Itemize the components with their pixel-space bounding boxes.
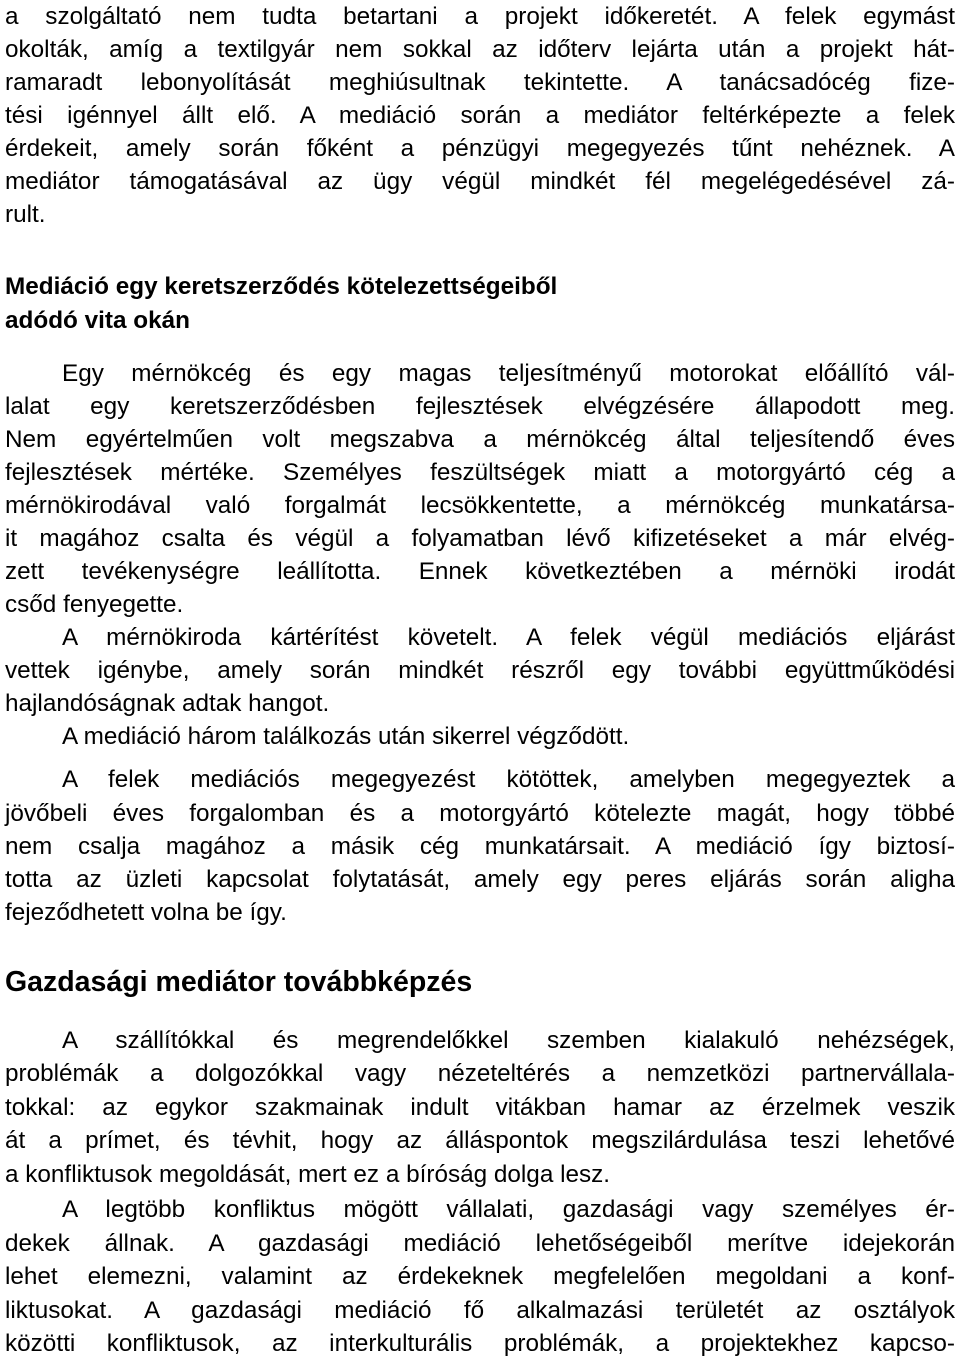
text-line: a konfliktusok megoldását, mert ez a bíróság dolga lesz. xyxy=(5,1161,611,1188)
text-line: totta az üzleti kapcsolat folytatását, amely egy peres eljárás során aligha xyxy=(5,866,955,893)
text-line: it magához csalta és végül a folyamatban lévő kifizetéseket a már elvég- xyxy=(5,525,955,552)
text-line: dekek állnak. A gazdasági mediáció lehetőségeiből merítve idejekorán xyxy=(5,1230,955,1257)
text-line: A mediáció három találkozás után sikerrel végződött. xyxy=(62,723,630,750)
text-line: tokkal: az egykor szakmainak indult vitákban hamar az érzelmek veszik xyxy=(5,1094,955,1121)
text-line: át a prímet, és tévhit, hogy az álláspontok megszilárdulása teszi lehetővé xyxy=(5,1127,955,1154)
text-line: csőd fenyegette. xyxy=(5,591,184,618)
text-line: rult. xyxy=(5,201,46,228)
text-line: hajlandóságnak adtak hangot. xyxy=(5,690,330,717)
text-line: Egy mérnökcég és egy magas teljesítményű motorokat előállító vál- xyxy=(62,360,955,387)
text-line: problémák a dolgozókkal vagy nézeteltérés a nemzetközi partnervállala- xyxy=(5,1060,955,1087)
text-line: okolták, amíg a textilgyár nem sokkal az időterv lejárta után a projekt hát- xyxy=(5,36,955,63)
text-line: A mérnökiroda kártérítést követelt. A felek végül mediációs eljárást xyxy=(62,624,955,651)
text-line: közötti konfliktusok, az interkulturális problémák, a projektekhez kapcso- xyxy=(5,1330,955,1357)
text-line: mérnökirodával való forgalmát lecsökkentette, a mérnökcég munkatársa- xyxy=(5,492,955,519)
text-line: nem csalja magához a másik cég munkatársait. A mediáció így biztosí- xyxy=(5,833,955,860)
text-line: a szolgáltató nem tudta betartani a projekt időkeretét. A felek egymást xyxy=(5,3,955,30)
text-line: Nem egyértelműen volt megszabva a mérnökcég által teljesítendő éves xyxy=(5,426,955,453)
text-line: vettek igénybe, amely során mindkét részről egy további együttműködési xyxy=(5,657,955,684)
text-line: A felek mediációs megegyezést kötöttek, amelyben megegyeztek a xyxy=(62,766,955,793)
text-line: A legtöbb konfliktus mögött vállalati, gazdasági vagy személyes ér- xyxy=(62,1196,955,1223)
text-line: lehet elemezni, valamint az érdekeknek megfelelően megoldani a konf- xyxy=(5,1263,955,1290)
section-heading: Gazdasági mediátor továbbképzés xyxy=(5,966,473,998)
text-line: fejlesztések mértéke. Személyes feszültségek miatt a motorgyártó cég a xyxy=(5,459,955,486)
text-line: A szállítókkal és megrendelőkkel szemben kialakuló nehézségek, xyxy=(62,1027,955,1054)
text-line: liktusokat. A gazdasági mediáció fő alkalmazási területét az osztályok xyxy=(5,1297,955,1324)
text-line: jövőbeli éves forgalomban és a motorgyártó kötelezte magát, hogy többé xyxy=(5,800,955,827)
text-line: lalat egy keretszerződésben fejlesztések elvégzésére állapodott meg. xyxy=(5,393,955,420)
heading-line: adódó vita okán xyxy=(5,307,190,334)
text-line: fejeződhetett volna be így. xyxy=(5,899,287,926)
text-line: mediátor támogatásával az ügy végül mindkét fél megelégedésével zá- xyxy=(5,168,955,195)
text-line: tési igénnyel állt elő. A mediáció során a mediátor feltérképezte a felek xyxy=(5,102,955,129)
heading-line: Mediáció egy keretszerződés kötelezettségeiből xyxy=(5,273,558,300)
text-line: érdekeit, amely során főként a pénzügyi megegyezés tűnt nehéznek. A xyxy=(5,135,955,162)
text-line: ramaradt lebonyolítását meghiúsultnak tekintette. A tanácsadócég fize- xyxy=(5,69,955,96)
text-line: zett tevékenységre leállította. Ennek következtében a mérnöki irodát xyxy=(5,558,955,585)
